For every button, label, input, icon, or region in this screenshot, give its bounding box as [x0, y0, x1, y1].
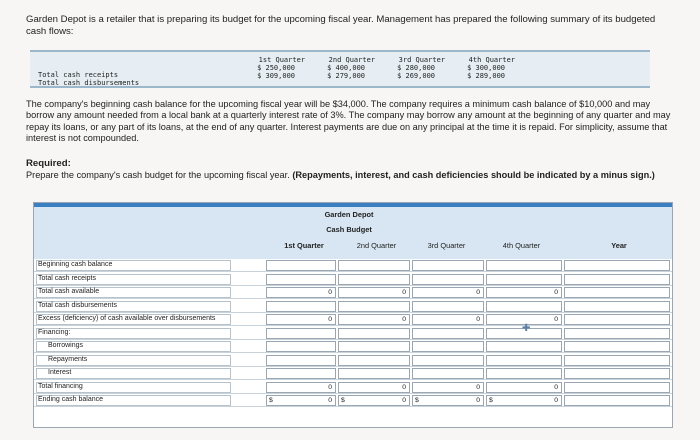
- budget-input-cell[interactable]: [338, 287, 410, 298]
- summary-header-q2: 2nd Quarter: [328, 56, 375, 64]
- budget-input-cell[interactable]: [486, 355, 562, 366]
- budget-input-cell[interactable]: [486, 260, 562, 271]
- budget-input-cell[interactable]: [338, 355, 410, 366]
- summary-cell: $ 269,000: [397, 72, 435, 80]
- budget-row: [34, 381, 672, 394]
- budget-input-cell[interactable]: [338, 260, 410, 271]
- move-cursor-icon: ✚: [522, 323, 531, 334]
- budget-input-cell[interactable]: [412, 260, 484, 271]
- dollar-sign: $: [341, 397, 345, 404]
- budget-input-cell[interactable]: [338, 301, 410, 312]
- summary-header-q1: 1st Quarter: [258, 56, 305, 64]
- budget-row: [34, 327, 672, 340]
- budget-row: [34, 340, 672, 353]
- budget-input-cell[interactable]: [412, 287, 484, 298]
- dollar-sign: $: [415, 397, 419, 404]
- row-label: Interest: [48, 369, 72, 376]
- computed-value: 0: [476, 397, 480, 404]
- computed-value: 0: [554, 316, 558, 323]
- budget-input-cell[interactable]: [338, 368, 410, 379]
- budget-row: [34, 313, 672, 326]
- budget-row: [34, 259, 672, 272]
- computed-value: 0: [402, 397, 406, 404]
- computed-value: 0: [402, 383, 406, 391]
- required-text: [26, 170, 671, 181]
- budget-input-cell[interactable]: [338, 382, 410, 393]
- budget-input-cell[interactable]: [266, 274, 336, 285]
- budget-input-cell[interactable]: [266, 341, 336, 352]
- budget-row: [34, 273, 672, 286]
- summary-row-label: Total cash disbursements: [38, 79, 140, 87]
- budget-input-cell[interactable]: [564, 355, 670, 366]
- budget-input-cell[interactable]: [266, 260, 336, 271]
- budget-input-cell[interactable]: [338, 395, 410, 406]
- required-heading: Required:: [26, 158, 71, 169]
- budget-input-cell[interactable]: [564, 341, 670, 352]
- summary-header-q4: 4th Quarter: [468, 56, 515, 64]
- required-instruction: Prepare the company's cash budget for the upcoming fiscal year.: [26, 170, 290, 180]
- budget-input-cell[interactable]: [338, 314, 410, 325]
- computed-value: 0: [402, 289, 406, 296]
- budget-input-cell[interactable]: [266, 301, 336, 312]
- budget-input-cell[interactable]: [412, 274, 484, 285]
- computed-value: 0: [328, 397, 332, 404]
- summary-cell: $ 279,000: [327, 72, 365, 80]
- budget-company: Garden Depot: [324, 210, 374, 219]
- required-note: (Repayments, interest, and cash deficiencies should be indicated by a minus sign.): [292, 170, 655, 180]
- row-label: Total cash receipts: [38, 274, 96, 282]
- budget-input-cell[interactable]: [412, 328, 484, 339]
- budget-input-cell[interactable]: [564, 274, 670, 285]
- row-label: Ending cash balance: [38, 396, 103, 403]
- row-label: Beginning cash balance: [38, 261, 113, 268]
- budget-input-cell[interactable]: [564, 301, 670, 312]
- budget-input-cell[interactable]: [564, 314, 670, 325]
- computed-value: 0: [554, 289, 558, 296]
- budget-input-cell[interactable]: [486, 382, 562, 393]
- problem-details: The company's beginning cash balance for the upcoming fiscal year will be $34,000. The company requires a minimum cash balance of $10,000 and may borrow any amount needed from a local bank at a quarterly interest rate of 3%. The company may borrow any amount at the beginning of any quarter and may repay its loans, or any part of its loans, at the end of any quarter. Interest payments are due on any principal at the time it is repaid. For simplicity, assume that interest is not compounded.: [26, 99, 671, 144]
- summary-cell: $ 309,000: [257, 72, 295, 80]
- summary-cell: $ 300,000: [467, 64, 505, 72]
- budget-input-cell[interactable]: [486, 287, 562, 298]
- cash-budget-worksheet: [33, 202, 673, 428]
- budget-row: [34, 286, 672, 299]
- row-label: Total financing: [38, 382, 83, 390]
- row-label: Total cash disbursements: [38, 301, 117, 309]
- budget-input-cell[interactable]: [412, 355, 484, 366]
- budget-input-cell[interactable]: [266, 355, 336, 366]
- summary-row-label: Total cash receipts: [38, 71, 119, 79]
- budget-input-cell[interactable]: [266, 382, 336, 393]
- col-header-q3: 3rd Quarter: [427, 241, 466, 250]
- budget-input-cell[interactable]: [564, 382, 670, 393]
- row-label: Financing:: [38, 328, 71, 336]
- budget-input-cell[interactable]: [564, 260, 670, 271]
- budget-input-cell[interactable]: [338, 341, 410, 352]
- col-header-q2: 2nd Quarter: [356, 241, 397, 250]
- dollar-sign: $: [269, 397, 273, 404]
- row-label: Total cash available: [38, 288, 100, 295]
- col-header-q4: 4th Quarter: [502, 241, 541, 250]
- computed-value: 0: [476, 289, 480, 296]
- computed-value: 0: [554, 397, 558, 404]
- budget-input-cell[interactable]: [338, 328, 410, 339]
- budget-input-cell[interactable]: [412, 314, 484, 325]
- col-header-year: Year: [611, 241, 627, 250]
- summary-cell: $ 400,000: [327, 64, 365, 72]
- budget-input-cell[interactable]: [412, 395, 484, 406]
- computed-value: 0: [476, 316, 480, 323]
- budget-input-cell[interactable]: [486, 274, 562, 285]
- budget-input-cell[interactable]: [486, 395, 562, 406]
- budget-input-cell[interactable]: [266, 368, 336, 379]
- budget-row: [34, 367, 672, 380]
- budget-row: [34, 394, 672, 407]
- row-label: Repayments: [48, 355, 88, 363]
- budget-input-cell[interactable]: [412, 382, 484, 393]
- budget-input-cell[interactable]: [564, 395, 670, 406]
- budget-input-cell[interactable]: [412, 341, 484, 352]
- budget-input-cell[interactable]: [266, 328, 336, 339]
- budget-row: [34, 354, 672, 367]
- budget-row: [34, 300, 672, 313]
- budget-title: Cash Budget: [326, 225, 372, 234]
- budget-input-cell[interactable]: [486, 368, 562, 379]
- budget-input-cell[interactable]: [486, 301, 562, 312]
- computed-value: 0: [476, 383, 480, 391]
- computed-value: 0: [328, 383, 332, 391]
- budget-input-cell[interactable]: [486, 341, 562, 352]
- budget-input-cell[interactable]: [412, 368, 484, 379]
- dollar-sign: $: [489, 397, 493, 404]
- budget-input-cell[interactable]: [266, 287, 336, 298]
- budget-input-cell[interactable]: [564, 368, 670, 379]
- cash-flow-summary: [30, 50, 650, 88]
- budget-input-cell[interactable]: [338, 274, 410, 285]
- summary-cell: $ 289,000: [467, 72, 505, 80]
- computed-value: 0: [554, 383, 558, 391]
- col-header-q1: 1st Quarter: [284, 241, 324, 250]
- budget-input-cell[interactable]: [266, 314, 336, 325]
- computed-value: 0: [402, 316, 406, 323]
- budget-input-cell[interactable]: [564, 287, 670, 298]
- budget-input-cell[interactable]: [564, 328, 670, 339]
- summary-header-q3: 3rd Quarter: [398, 56, 445, 64]
- budget-input-cell[interactable]: [266, 395, 336, 406]
- budget-input-cell[interactable]: [412, 301, 484, 312]
- computed-value: 0: [328, 289, 332, 296]
- problem-intro: Garden Depot is a retailer that is preparing its budget for the upcoming fiscal year. Management has prepared the following summary of its budgeted cash flows:: [26, 14, 656, 37]
- computed-value: 0: [328, 316, 332, 323]
- row-label: Excess (deficiency) of cash available over disbursements: [38, 315, 216, 322]
- summary-cell: $ 250,000: [257, 64, 295, 72]
- row-label: Borrowings: [48, 342, 84, 349]
- summary-cell: $ 280,000: [397, 64, 435, 72]
